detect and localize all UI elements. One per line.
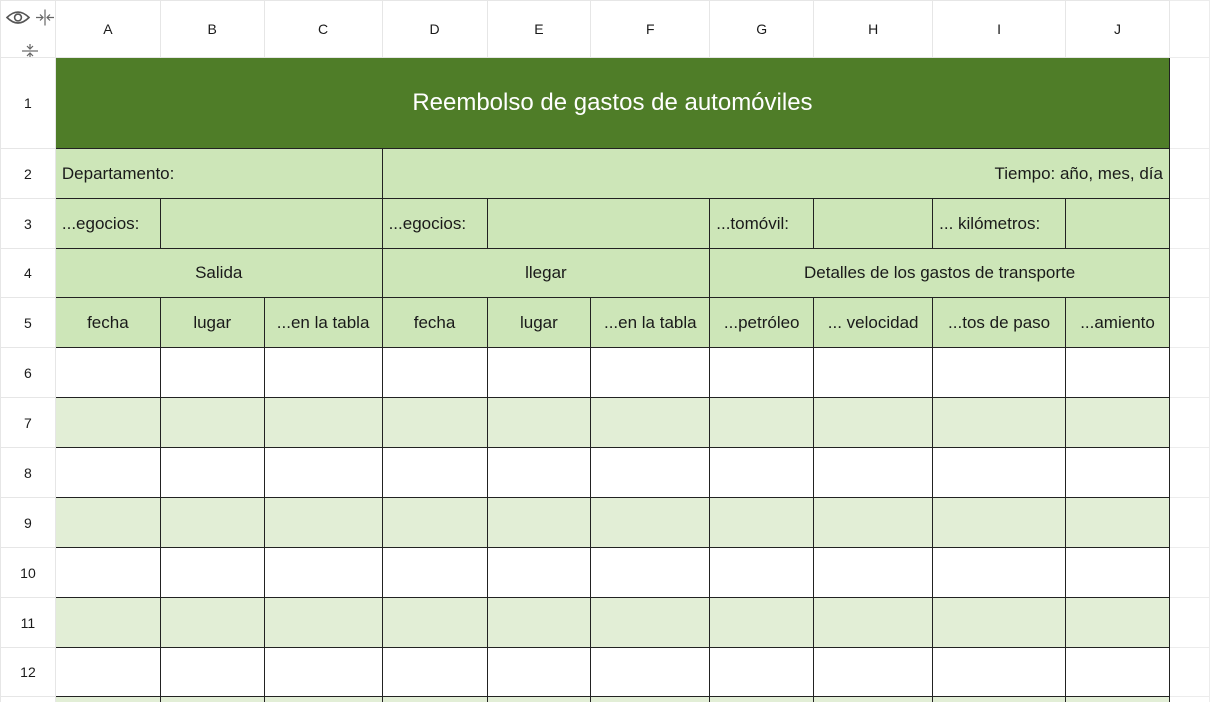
row-header-12[interactable]: 12 xyxy=(1,648,56,697)
input-cell-b3[interactable] xyxy=(160,199,382,249)
empty-header-cell[interactable] xyxy=(1169,1,1209,58)
data-cell[interactable] xyxy=(487,398,591,448)
data-cell[interactable] xyxy=(382,348,487,398)
data-cell[interactable] xyxy=(710,648,814,697)
data-cell[interactable] xyxy=(160,398,264,448)
column-label-a5[interactable]: fecha xyxy=(55,298,160,348)
column-header-a[interactable]: A xyxy=(55,1,160,58)
row-header-5[interactable]: 5 xyxy=(1,298,56,348)
empty-cell[interactable] xyxy=(1169,648,1209,697)
empty-cell[interactable] xyxy=(1169,58,1209,149)
data-cell[interactable] xyxy=(160,498,264,548)
empty-cell[interactable] xyxy=(1169,697,1209,702)
column-header-i[interactable]: I xyxy=(933,1,1066,58)
column-header-f[interactable]: F xyxy=(591,1,710,58)
data-cell[interactable] xyxy=(814,697,933,702)
data-cell[interactable] xyxy=(933,548,1066,598)
data-cell[interactable] xyxy=(382,548,487,598)
column-label-e5[interactable]: lugar xyxy=(487,298,591,348)
transport-details-header-cell[interactable]: Detalles de los gastos de transporte xyxy=(710,249,1170,298)
table-row xyxy=(1,498,1210,548)
data-cell[interactable] xyxy=(710,448,814,498)
data-cell[interactable] xyxy=(264,348,382,398)
data-cell[interactable] xyxy=(160,548,264,598)
data-cell[interactable] xyxy=(591,648,710,697)
data-cell[interactable] xyxy=(814,348,933,398)
row-header-9[interactable]: 9 xyxy=(1,498,56,548)
column-label-g5[interactable]: ...petróleo xyxy=(710,298,814,348)
data-cell[interactable] xyxy=(55,348,160,398)
row-header-3[interactable]: 3 xyxy=(1,199,56,249)
data-cell[interactable] xyxy=(264,398,382,448)
row-header-13[interactable] xyxy=(1,697,56,702)
row-5 xyxy=(1,298,1210,348)
business-label-cell-d3[interactable]: ...egocios: xyxy=(382,199,487,249)
column-header-b[interactable]: B xyxy=(160,1,264,58)
data-cell[interactable] xyxy=(933,448,1066,498)
input-cell-h3[interactable] xyxy=(814,199,933,249)
data-cell[interactable] xyxy=(382,697,487,702)
data-cell[interactable] xyxy=(591,498,710,548)
data-cell[interactable] xyxy=(382,448,487,498)
data-cell[interactable] xyxy=(160,448,264,498)
data-cell[interactable] xyxy=(487,448,591,498)
freeze-columns-icon[interactable] xyxy=(35,9,55,32)
row-header-1[interactable]: 1 xyxy=(1,58,56,149)
table-row xyxy=(1,348,1210,398)
data-cell[interactable] xyxy=(160,598,264,648)
data-cell[interactable] xyxy=(1066,398,1170,448)
data-cell[interactable] xyxy=(710,598,814,648)
data-cell[interactable] xyxy=(55,697,160,702)
data-cell[interactable] xyxy=(487,598,591,648)
data-cell[interactable] xyxy=(55,548,160,598)
data-cell[interactable] xyxy=(814,498,933,548)
empty-cell[interactable] xyxy=(1169,548,1209,598)
empty-cell[interactable] xyxy=(1169,598,1209,648)
data-cell[interactable] xyxy=(160,697,264,702)
car-label-cell-g3[interactable]: ...tomóvil: xyxy=(710,199,814,249)
data-cell[interactable] xyxy=(933,697,1066,702)
data-cell[interactable] xyxy=(591,697,710,702)
column-label-h5[interactable]: ... velocidad xyxy=(814,298,933,348)
row-header-6[interactable]: 6 xyxy=(1,348,56,398)
table-row xyxy=(1,398,1210,448)
row-header-2[interactable]: 2 xyxy=(1,149,56,199)
column-header-j[interactable]: J xyxy=(1066,1,1170,58)
column-header-h[interactable]: H xyxy=(814,1,933,58)
data-cell[interactable] xyxy=(55,398,160,448)
data-cell[interactable] xyxy=(382,598,487,648)
column-label-i5[interactable]: ...tos de paso xyxy=(933,298,1066,348)
column-label-b5[interactable]: lugar xyxy=(160,298,264,348)
data-cell[interactable] xyxy=(710,348,814,398)
row-4 xyxy=(1,249,1210,298)
column-header-d[interactable]: D xyxy=(382,1,487,58)
empty-cell[interactable] xyxy=(1169,448,1209,498)
data-cell[interactable] xyxy=(933,398,1066,448)
data-cell[interactable] xyxy=(710,398,814,448)
row-3 xyxy=(1,199,1210,249)
data-cell[interactable] xyxy=(1066,348,1170,398)
column-label-j5[interactable]: ...amiento xyxy=(1066,298,1170,348)
table-row xyxy=(1,697,1210,702)
data-cell[interactable] xyxy=(1066,498,1170,548)
departure-header-cell[interactable]: Salida xyxy=(55,249,382,298)
data-cell[interactable] xyxy=(814,598,933,648)
data-cell[interactable] xyxy=(264,548,382,598)
data-cell[interactable] xyxy=(382,648,487,697)
data-cell[interactable] xyxy=(1066,548,1170,598)
data-cell[interactable] xyxy=(382,398,487,448)
data-cell[interactable] xyxy=(1066,648,1170,697)
table-row xyxy=(1,448,1210,498)
data-cell[interactable] xyxy=(814,448,933,498)
data-cell[interactable] xyxy=(710,498,814,548)
data-cell[interactable] xyxy=(710,697,814,702)
table-row xyxy=(1,598,1210,648)
data-cell[interactable] xyxy=(382,498,487,548)
table-row xyxy=(1,548,1210,598)
column-label-c5[interactable]: ...en la tabla xyxy=(264,298,382,348)
column-label-f5[interactable]: ...en la tabla xyxy=(591,298,710,348)
input-cell-j3[interactable] xyxy=(1066,199,1170,249)
column-header-c[interactable]: C xyxy=(264,1,382,58)
column-header-row xyxy=(1,1,1210,58)
data-cell[interactable] xyxy=(933,498,1066,548)
data-cell[interactable] xyxy=(264,498,382,548)
row-1 xyxy=(1,58,1210,149)
empty-cell[interactable] xyxy=(1169,398,1209,448)
data-cell[interactable] xyxy=(487,498,591,548)
row-header-10[interactable]: 10 xyxy=(1,548,56,598)
eye-icon[interactable] xyxy=(5,10,31,31)
data-cell[interactable] xyxy=(1066,598,1170,648)
data-cell[interactable] xyxy=(1066,697,1170,702)
data-cell[interactable] xyxy=(933,598,1066,648)
empty-cell[interactable] xyxy=(1169,498,1209,548)
freeze-rows-icon[interactable] xyxy=(21,43,39,58)
data-cell[interactable] xyxy=(710,548,814,598)
data-cell[interactable] xyxy=(487,697,591,702)
department-label-cell[interactable]: Departamento: xyxy=(55,149,382,199)
data-cell[interactable] xyxy=(591,398,710,448)
data-cell[interactable] xyxy=(55,498,160,548)
data-cell[interactable] xyxy=(160,648,264,697)
data-cell[interactable] xyxy=(814,648,933,697)
arrival-header-cell[interactable]: llegar xyxy=(382,249,710,298)
corner-cell xyxy=(1,1,56,58)
empty-cell[interactable] xyxy=(1169,298,1209,348)
data-cell[interactable] xyxy=(933,348,1066,398)
data-cell[interactable] xyxy=(264,648,382,697)
data-cell[interactable] xyxy=(814,398,933,448)
empty-cell[interactable] xyxy=(1169,199,1209,249)
data-cell[interactable] xyxy=(264,598,382,648)
data-cell[interactable] xyxy=(487,348,591,398)
data-cell[interactable] xyxy=(591,348,710,398)
data-cell[interactable] xyxy=(487,548,591,598)
data-cell[interactable] xyxy=(591,448,710,498)
empty-cell[interactable] xyxy=(1169,149,1209,199)
input-cell-e3[interactable] xyxy=(487,199,710,249)
table-row xyxy=(1,648,1210,697)
data-cell[interactable] xyxy=(55,598,160,648)
data-cell[interactable] xyxy=(160,348,264,398)
row-header-11[interactable]: 11 xyxy=(1,598,56,648)
data-cell[interactable] xyxy=(591,548,710,598)
sheet-title-cell[interactable]: Reembolso de gastos de automóviles xyxy=(55,58,1169,149)
column-header-g[interactable]: G xyxy=(710,1,814,58)
row-header-8[interactable]: 8 xyxy=(1,448,56,498)
data-cell[interactable] xyxy=(55,448,160,498)
empty-cell[interactable] xyxy=(1169,249,1209,298)
row-header-7[interactable]: 7 xyxy=(1,398,56,448)
empty-cell[interactable] xyxy=(1169,348,1209,398)
data-cell[interactable] xyxy=(264,697,382,702)
column-header-e[interactable]: E xyxy=(487,1,591,58)
data-cell[interactable] xyxy=(55,648,160,697)
business-label-cell-a3[interactable]: ...egocios: xyxy=(55,199,160,249)
data-cell[interactable] xyxy=(487,648,591,697)
data-cell[interactable] xyxy=(591,598,710,648)
row-header-4[interactable]: 4 xyxy=(1,249,56,298)
row-2 xyxy=(1,149,1210,199)
data-cell[interactable] xyxy=(264,448,382,498)
data-cell[interactable] xyxy=(933,648,1066,697)
data-cell[interactable] xyxy=(1066,448,1170,498)
kilometers-label-cell-i3[interactable]: ... kilómetros: xyxy=(933,199,1066,249)
column-label-d5[interactable]: fecha xyxy=(382,298,487,348)
time-label-cell[interactable]: Tiempo: año, mes, día xyxy=(382,149,1169,199)
data-cell[interactable] xyxy=(814,548,933,598)
